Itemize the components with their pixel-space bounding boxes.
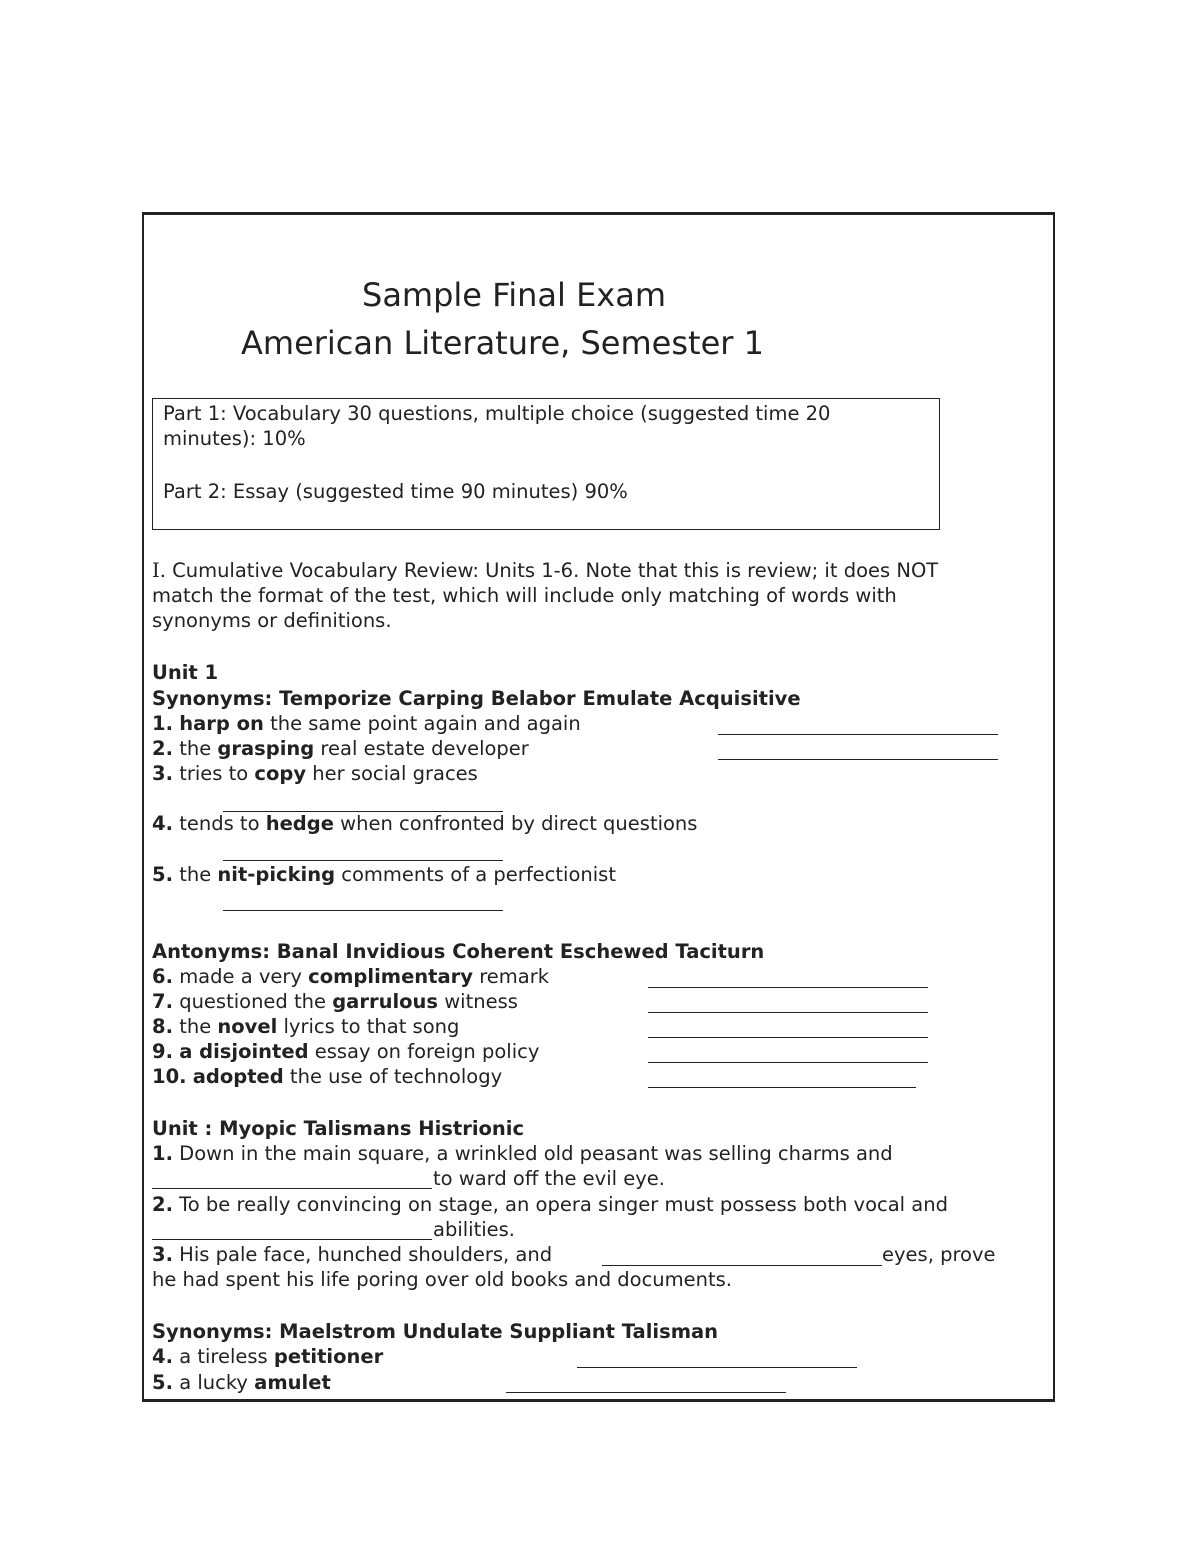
unit1-antonyms-heading: Antonyms: Banal Invidious Coherent Eschewed Taciturn — [152, 940, 765, 963]
intro-line3: synonyms or definitions. — [152, 609, 392, 632]
answer-blank[interactable] — [223, 910, 503, 911]
antonym-item-9: 9. a disjointed essay on foreign policy — [152, 1040, 540, 1063]
intro-line1: I. Cumulative Vocabulary Review: Units 1-6. Note that this is review; it does NOT — [152, 559, 939, 582]
answer-blank[interactable] — [152, 1188, 432, 1189]
antonym-item-7: 7. questioned the garrulous witness — [152, 990, 518, 1013]
unit2-q3-end: eyes, prove — [882, 1243, 996, 1266]
unit1-item-4: 4. tends to hedge when confronted by direct questions — [152, 812, 698, 835]
answer-blank[interactable] — [718, 759, 998, 760]
unit2-item-4: 4. a tireless petitioner — [152, 1345, 384, 1368]
answer-blank[interactable] — [577, 1367, 857, 1368]
exam-page-frame — [142, 212, 1055, 1402]
answer-blank[interactable] — [602, 1265, 882, 1266]
intro-line2: match the format of the test, which will include only matching of words with — [152, 584, 897, 607]
unit2-q2-line1: 2. To be really convincing on stage, an opera singer must possess both vocal and — [152, 1193, 948, 1216]
unit2-q1-line1: 1. Down in the main square, a wrinkled old peasant was selling charms and — [152, 1142, 893, 1165]
intro-numeral: I. — [152, 559, 166, 582]
exam-subtitle: American Literature, Semester 1 — [241, 324, 764, 362]
answer-blank[interactable] — [718, 734, 998, 735]
answer-blank[interactable] — [223, 860, 503, 861]
unit2-q3-start: 3. His pale face, hunched shoulders, and — [152, 1243, 553, 1266]
unit2-item-5: 5. a lucky amulet — [152, 1371, 331, 1394]
answer-blank[interactable] — [648, 1087, 916, 1088]
antonym-item-6: 6. made a very complimentary remark — [152, 965, 550, 988]
unit2-heading: Unit : Myopic Talismans Histrionic — [152, 1117, 525, 1140]
unit2-q1-line2: to ward off the evil eye. — [433, 1167, 665, 1190]
unit1-item-1: 1. harp on the same point again and again — [152, 712, 581, 735]
answer-blank[interactable] — [648, 1012, 928, 1013]
answer-blank[interactable] — [648, 1062, 928, 1063]
unit2-synonyms-heading: Synonyms: Maelstrom Undulate Suppliant Talisman — [152, 1320, 719, 1343]
part1-line2: minutes): 10% — [163, 427, 306, 450]
answer-blank[interactable] — [152, 1239, 432, 1240]
answer-blank[interactable] — [648, 987, 928, 988]
answer-blank[interactable] — [506, 1392, 786, 1393]
unit1-synonyms-heading: Synonyms: Temporize Carping Belabor Emulate Acquisitive — [152, 687, 801, 710]
unit1-item-5: 5. the nit-picking comments of a perfectionist — [152, 863, 616, 886]
antonym-item-8: 8. the novel lyrics to that song — [152, 1015, 460, 1038]
part2-line: Part 2: Essay (suggested time 90 minutes) 90% — [163, 480, 628, 503]
unit1-item-3: 3. tries to copy her social graces — [152, 762, 478, 785]
antonym-item-10: 10. adopted the use of technology — [152, 1065, 503, 1088]
part1-line1: Part 1: Vocabulary 30 questions, multiple choice (suggested time 20 — [163, 402, 831, 425]
unit1-item-2: 2. the grasping real estate developer — [152, 737, 529, 760]
answer-blank[interactable] — [648, 1037, 928, 1038]
unit1-heading: Unit 1 — [152, 661, 219, 684]
unit2-q3-line2: he had spent his life poring over old books and documents. — [152, 1268, 733, 1291]
exam-title: Sample Final Exam — [362, 276, 667, 314]
unit2-q2-line2: abilities. — [433, 1218, 515, 1241]
